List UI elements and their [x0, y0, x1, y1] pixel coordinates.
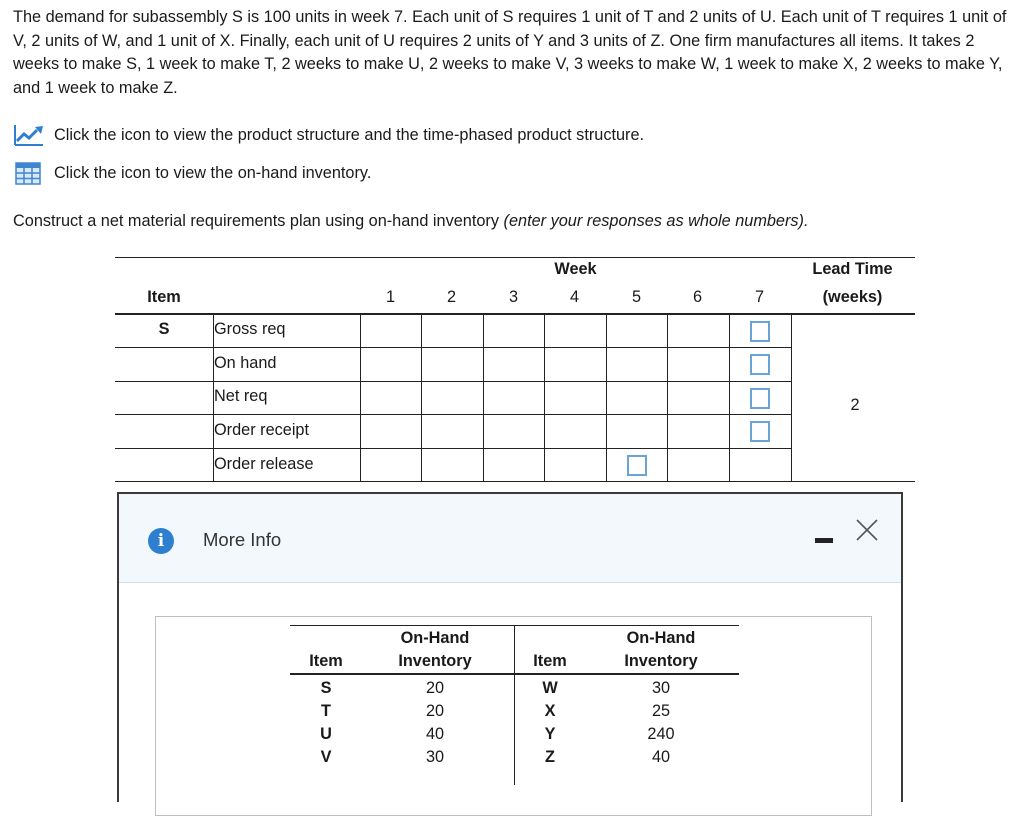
week-3-label: 3: [508, 288, 519, 306]
row-rule: [115, 347, 792, 348]
inv-qty: 30: [425, 748, 445, 766]
dialog-header: [119, 494, 901, 583]
more-info-dialog: [117, 492, 903, 802]
inv-item: U: [320, 725, 332, 743]
inv-qty: 40: [425, 725, 445, 743]
lead-time-header: Lead Time: [812, 260, 893, 278]
inv-qty: 30: [651, 679, 671, 697]
inv-item: Z: [545, 748, 555, 766]
inv-col-onhand-right-1: On-Hand: [626, 629, 696, 647]
inv-qty: 240: [647, 725, 675, 743]
product-structure-link-text[interactable]: Click the icon to view the product structure and the time-phased product structure.: [54, 125, 645, 144]
mrp-item-s: S: [158, 320, 170, 338]
inv-item: T: [321, 702, 331, 720]
inv-item: W: [542, 679, 558, 697]
inv-col-onhand-left-2: Inventory: [398, 652, 472, 670]
inv-qty: 40: [651, 748, 671, 766]
inv-col-item-right: Item: [533, 652, 567, 670]
inv-item: S: [320, 679, 332, 697]
row-net-req: Net req: [214, 387, 268, 405]
row-order-receipt: Order receipt: [214, 421, 310, 439]
week-4-label: 4: [569, 288, 580, 306]
info-icon: i: [148, 528, 174, 554]
order-release-week-5-input[interactable]: [627, 455, 647, 476]
week-6-label: 6: [692, 288, 703, 306]
instructions: [13, 212, 809, 231]
col-rule: [791, 314, 792, 482]
col-rule: [483, 314, 484, 482]
on-hand-week-7-input[interactable]: [750, 354, 770, 375]
lead-time-units: (weeks): [822, 288, 883, 306]
row-on-hand: On hand: [214, 354, 277, 372]
line-chart-icon[interactable]: [13, 123, 45, 147]
inv-col-onhand-left-1: On-Hand: [400, 629, 470, 647]
net-req-week-7-input[interactable]: [750, 388, 770, 409]
problem-statement: The demand for subassembly S is 100 units in week 7. Each unit of S requires 1 unit of T and 2 units of U. Each unit of T requires 1 unit of V, 2 units of W, and 1 unit of X. Finally, each unit of U requires 2 units of Y and 3 units of Z. One firm manufactures all items. It takes 2 weeks to make S, 1 week to make T, 2 weeks to make U, 2 weeks to make V, 3 weeks to make W, 1 week to make X, 2 weeks to make Y, and 1 week to make Z.: [13, 8, 1007, 97]
inv-item: V: [320, 748, 332, 766]
col-rule: [606, 314, 607, 482]
row-order-release: Order release: [214, 455, 314, 473]
inv-qty: 20: [425, 679, 445, 697]
inv-qty: 25: [651, 702, 671, 720]
minimize-icon[interactable]: [815, 538, 833, 543]
close-button[interactable]: [853, 516, 881, 544]
inv-item: Y: [544, 725, 556, 743]
table-top-rule: [115, 257, 915, 258]
product-structure-link[interactable]: [13, 123, 644, 147]
week-1-label: 1: [385, 288, 396, 306]
instructions-main: Construct a net material requirements plan using on-hand inventory: [13, 212, 499, 230]
mrp-table: [115, 257, 915, 487]
header-rule: [115, 313, 915, 315]
item-header: Item: [147, 288, 181, 306]
row-rule: [115, 381, 792, 382]
dialog-body: [155, 616, 872, 816]
inv-col-item-left: Item: [309, 652, 343, 670]
col-rule: [667, 314, 668, 482]
table-grid-icon[interactable]: [13, 161, 45, 185]
row-gross-req: Gross req: [214, 320, 286, 338]
inv-item: X: [544, 702, 556, 720]
row-rule: [115, 448, 792, 449]
col-rule: [729, 314, 730, 482]
inventory-link[interactable]: [13, 161, 371, 185]
inventory-link-text[interactable]: Click the icon to view the on-hand inventory.: [54, 163, 372, 182]
gross-req-week-7-input[interactable]: [750, 321, 770, 342]
row-rule: [115, 414, 792, 415]
col-rule: [421, 314, 422, 482]
instructions-italic: (enter your responses as whole numbers).: [503, 212, 809, 230]
week-2-label: 2: [446, 288, 457, 306]
col-rule: [360, 314, 361, 482]
week-7-label: 7: [754, 288, 765, 306]
col-rule: [544, 314, 545, 482]
close-icon[interactable]: [853, 516, 881, 544]
minimize-button[interactable]: [813, 527, 839, 553]
table-bottom-rule: [115, 481, 915, 482]
dialog-title: More Info: [203, 529, 282, 550]
inventory-header-rule: [290, 673, 739, 675]
week-header: Week: [554, 260, 597, 278]
week-5-label: 5: [631, 288, 642, 306]
lead-time-value: 2: [850, 396, 860, 414]
col-rule: [213, 314, 214, 482]
inv-qty: 20: [425, 702, 445, 720]
order-receipt-week-7-input[interactable]: [750, 421, 770, 442]
inv-col-onhand-right-2: Inventory: [624, 652, 698, 670]
